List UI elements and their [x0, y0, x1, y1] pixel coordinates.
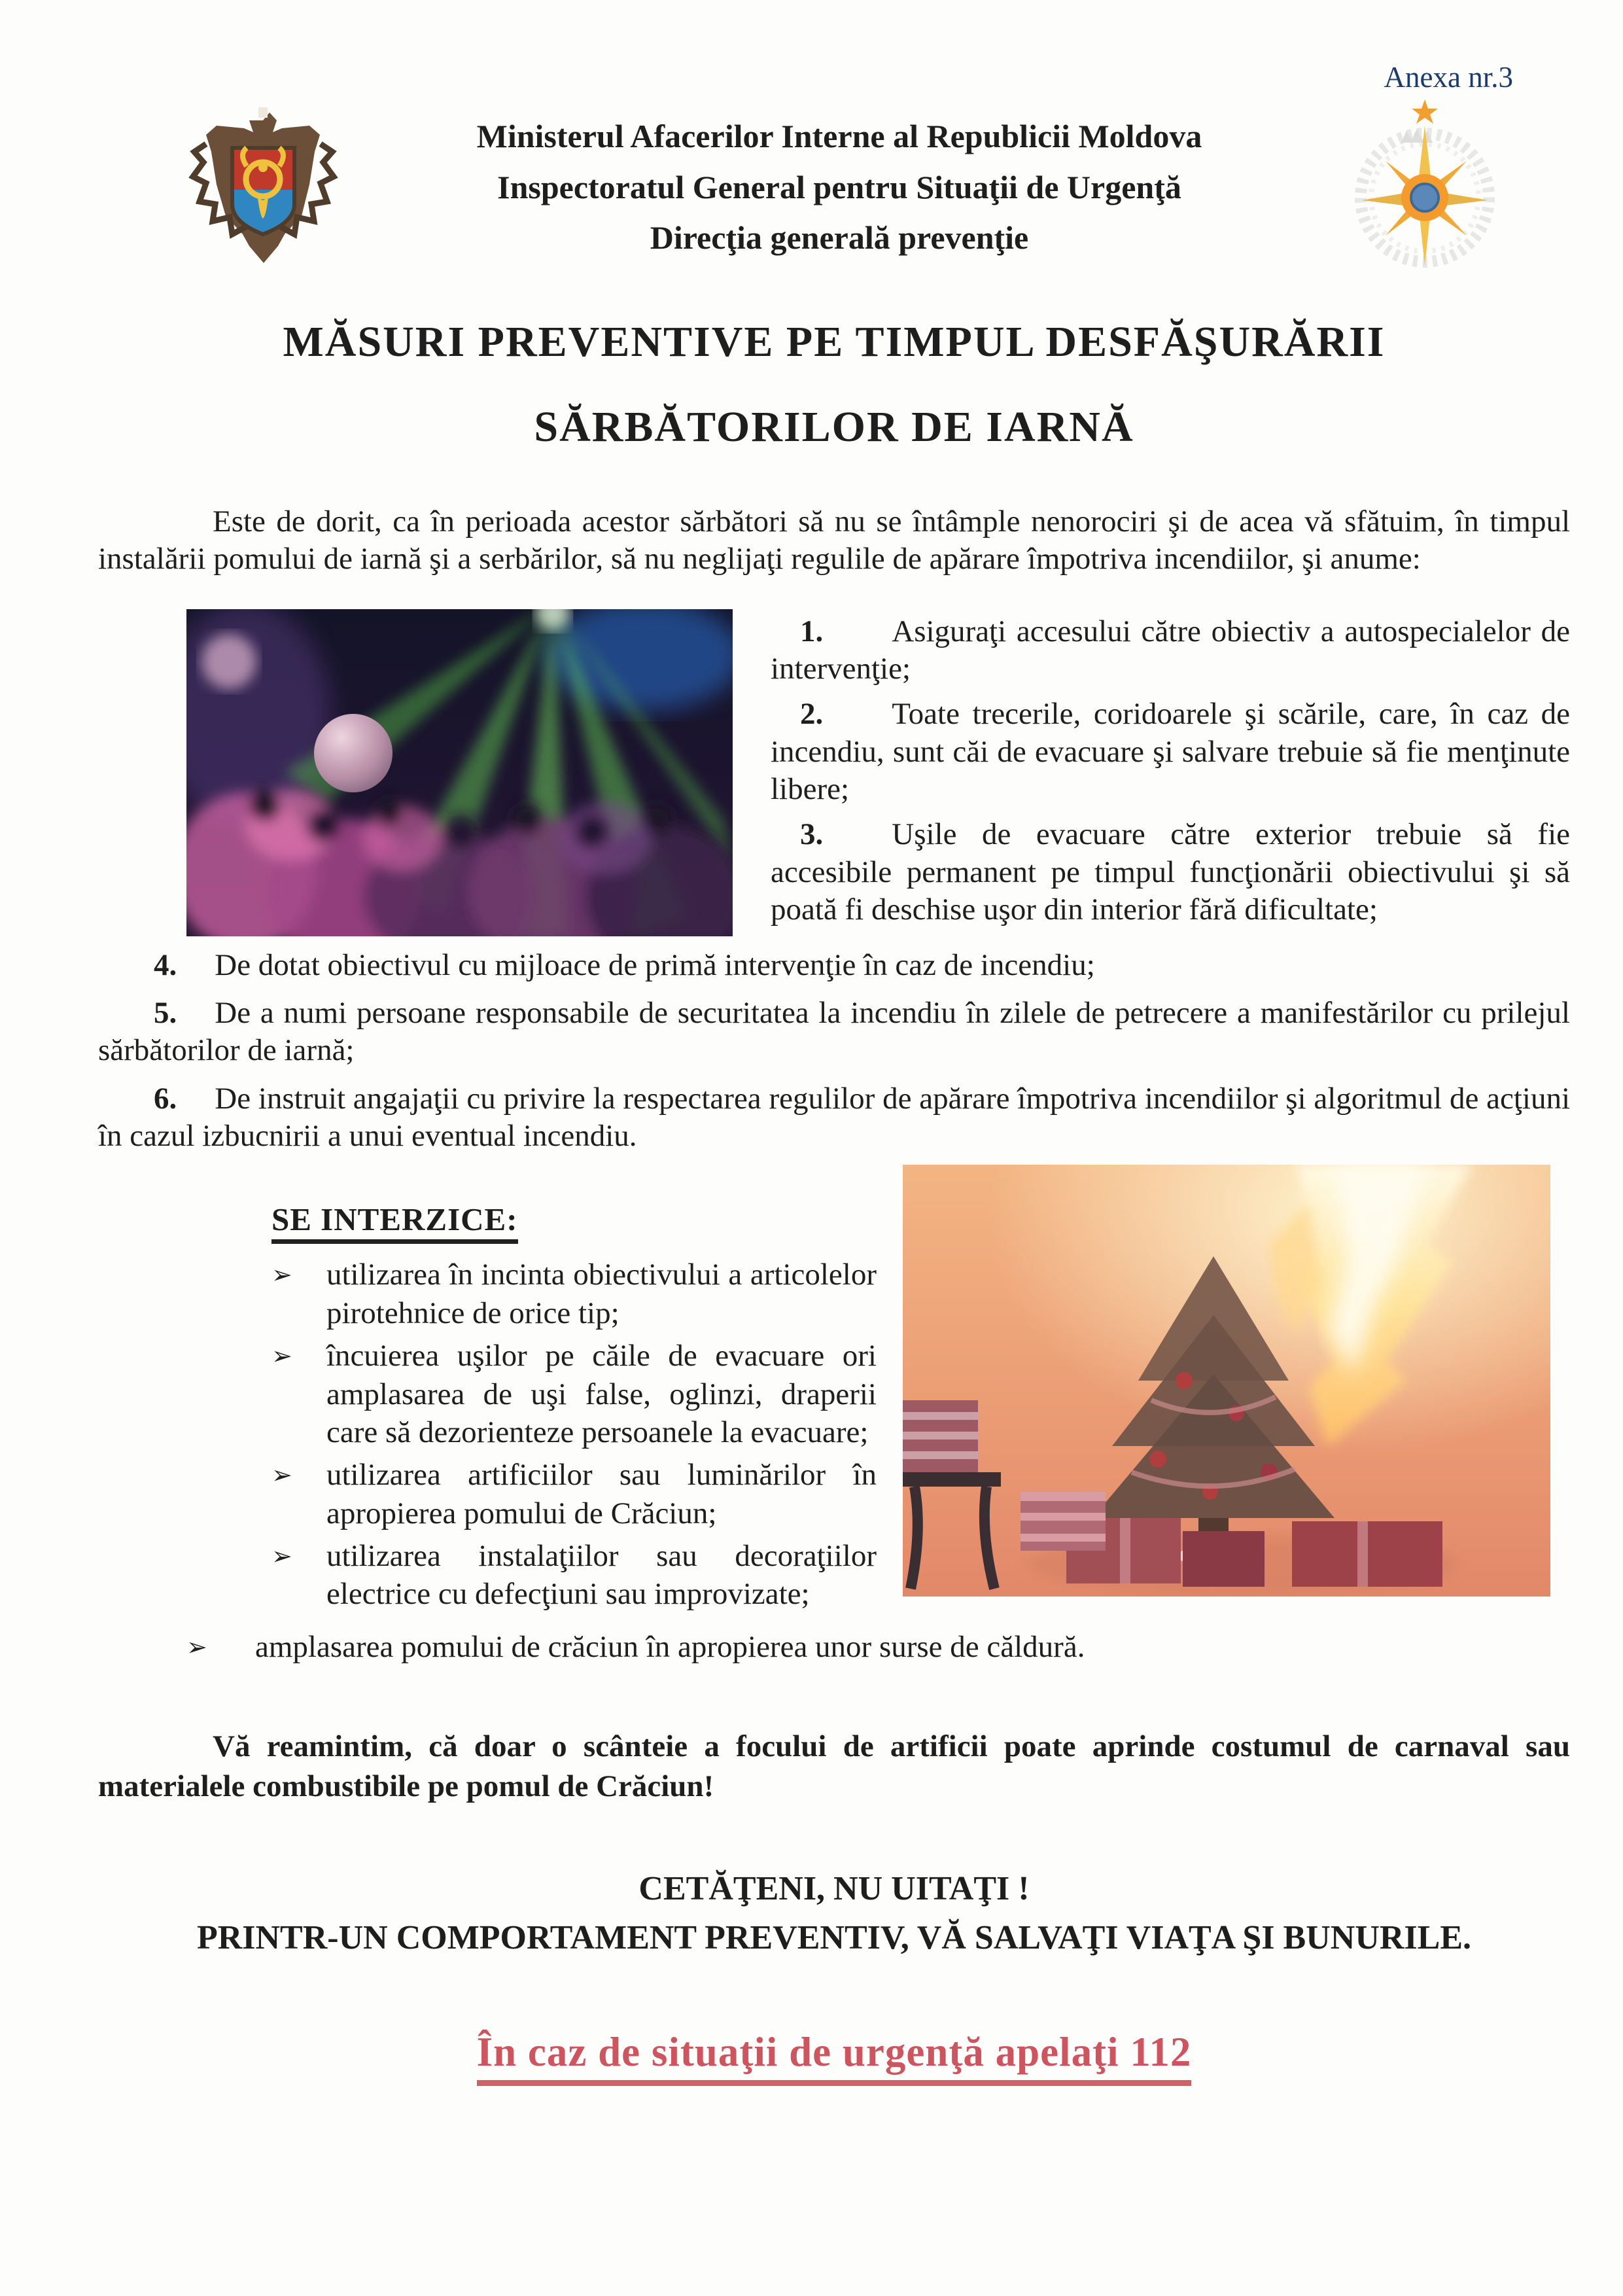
shield — [232, 148, 294, 234]
measure-item — [771, 816, 1570, 928]
measure-text: Uşile de evacuare către exterior trebuie să fie accesibile permanent pe timpul funcţionării obiectivului şi să poată fi deschise uşor din interior fără dificultate; — [771, 817, 1570, 927]
bullet-arrow-icon: ➢ — [271, 1460, 292, 1490]
measure-item — [771, 696, 1570, 808]
measure-text: De a numi persoane responsabile de securitatea la incendiu în zilele de petrecere a manifestărilor cu prilejul sărbătorilor de iarnă; — [98, 995, 1570, 1068]
bullet-arrow-icon: ➢ — [271, 1541, 292, 1570]
emergency-call-line: În caz de situaţii de urgenţă apelaţi 112 — [477, 2028, 1192, 2086]
small-star — [1412, 99, 1438, 124]
measure-item — [98, 947, 1570, 984]
prohibition-item — [271, 1337, 877, 1452]
title-line-2: SĂRBĂTORILOR DE IARNĂ — [534, 403, 1134, 451]
burning-tree-photo — [903, 1165, 1550, 1617]
prohibition-item — [271, 1537, 877, 1614]
measure-text: De instruit angajaţii cu privire la respectarea regulilor de apărare împotriva incendiilor şi algoritmul de acţiuni în cazul izbucnirii a unui eventual incendiu. — [98, 1081, 1570, 1153]
intro-paragraph: Este de dorit, ca în perioada acestor sărbători să nu se întâmple nenorociri şi de acea vă sfătuim, în timpul instalării pomului de iarnă şi a serbărilor, să nu neglijaţi regulile de apărare împotriva incendiilor, şi anume: — [98, 504, 1570, 576]
directorate-name: Direcţia generală prevenţie — [650, 219, 1029, 256]
appeal-line-2: PRINTR-UN COMPORTAMENT PREVENTIV, VĂ SALVAŢI VIAŢA ŞI BUNURILE. — [196, 1919, 1472, 1957]
reminder-paragraph: Vă reamintim, că doar o scânteie a focului de artificii poate aprinde costumul de carnaval sau materialele combustibile pe pomul de Crăciun! — [98, 1729, 1570, 1803]
prohibitions-list — [271, 1201, 877, 1617]
measure-text: Asiguraţi accesului către obiectiv a autospecialelor de intervenţie; — [771, 614, 1570, 686]
measure-item — [98, 995, 1570, 1070]
appeal-line-1: CETĂŢENI, NU UITAŢI ! — [638, 1869, 1030, 1907]
prohibition-text: încuierea uşilor pe căile de evacuare ori amplasarea de uşi false, oglinzi, draperii care să dezorienteze persoanele la evacuare; — [326, 1338, 877, 1450]
measure-number: 3. — [800, 817, 824, 852]
inspectorate-name: Inspectoratul General pentru Situaţii de Urgenţă — [497, 168, 1181, 205]
bullet-arrow-icon: ➢ — [186, 1633, 207, 1662]
measure-number: 6. — [154, 1081, 177, 1116]
moldova-coat-of-arms-icon — [186, 106, 340, 268]
title-line-1: MĂSURI PREVENTIVE PE TIMPUL DESFĂŞURĂRII — [283, 318, 1386, 366]
measure-number: 5. — [154, 995, 177, 1030]
prohibition-text: utilizarea instalaţiilor sau decoraţiilor electrice cu defecţiuni sau improvizate; — [326, 1538, 877, 1612]
prohibitions-heading: SE INTERZICE: — [271, 1201, 518, 1244]
ministry-name: Ministerul Afacerilor Interne al Republicii Moldova — [476, 118, 1202, 154]
bullet-arrow-icon: ➢ — [271, 1341, 292, 1370]
measure-text: De dotat obiectivul cu mijloace de primă intervenţie în caz de incendiu; — [215, 947, 1095, 982]
prohibition-text: utilizarea artificiilor sau luminărilor în apropierea pomului de Crăciun; — [326, 1458, 877, 1530]
igsu-star-emblem-icon — [1338, 94, 1512, 274]
bullet-arrow-icon: ➢ — [271, 1260, 292, 1290]
prohibition-text: utilizarea în incinta obiectivului a articolelor pirotehnice de orice tip; — [326, 1258, 877, 1331]
measure-text: Toate trecerile, coridoarele şi scările, care, în caz de incendiu, sunt căi de evacuare şi salvare trebuie să fie menţinute libere; — [771, 697, 1570, 806]
appeal-block — [98, 1864, 1570, 1963]
header — [186, 106, 1512, 274]
party-photo — [186, 609, 733, 936]
measure-item — [771, 613, 1570, 688]
measure-number: 4. — [154, 947, 177, 982]
header-text — [360, 106, 1319, 264]
prohibitions-section — [271, 1201, 1570, 1617]
prohibition-item — [271, 1256, 877, 1333]
annex-label: Anexa nr.3 — [1384, 61, 1513, 94]
measure-number: 1. — [800, 614, 824, 648]
prohibition-item — [186, 1628, 1570, 1667]
disco-ball-icon — [314, 714, 393, 792]
document-title — [98, 317, 1570, 452]
prohibition-item — [271, 1456, 877, 1533]
measures-1-3 — [771, 609, 1570, 936]
prohibition-text: amplasarea pomului de crăciun în apropierea unor surse de căldură. — [255, 1630, 1085, 1665]
measure-item — [98, 1080, 1570, 1156]
measure-number: 2. — [800, 697, 824, 732]
measures-top-row — [98, 609, 1570, 936]
